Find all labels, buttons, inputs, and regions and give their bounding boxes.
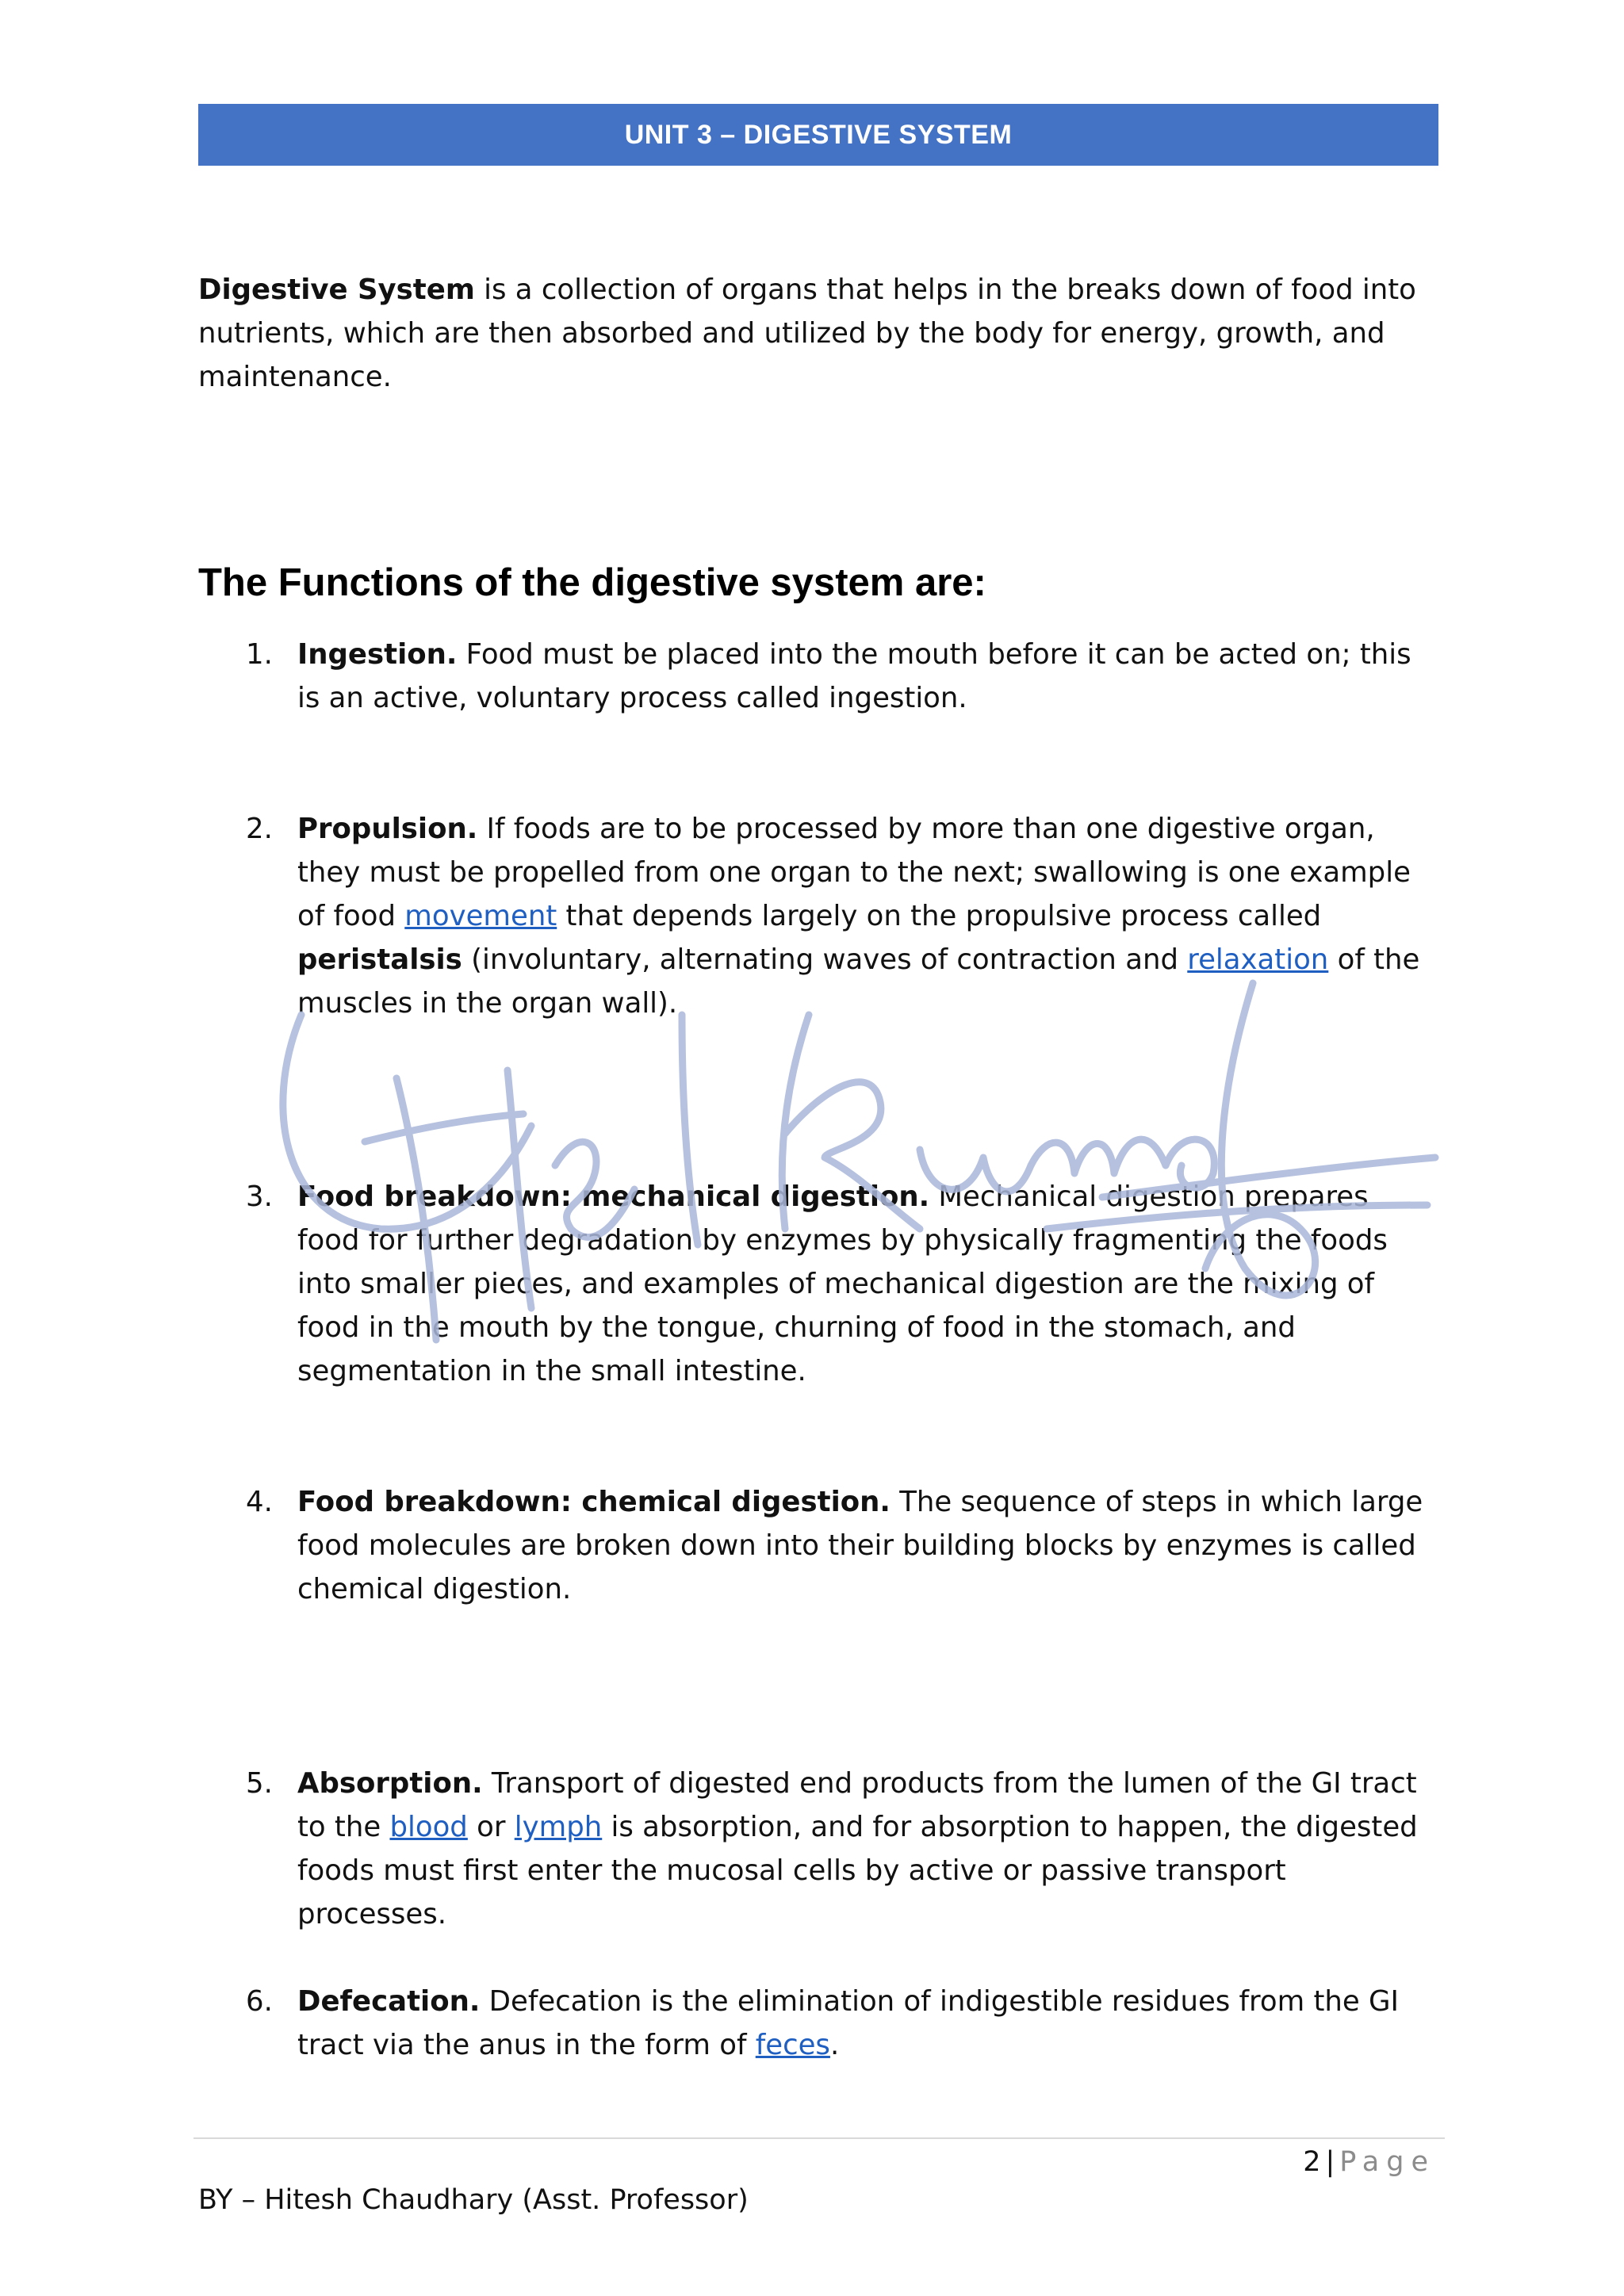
function-text: The sequence of steps in which large food molecules are broken down into their building blocks by enzymes is called chemical digestion. <box>297 1486 1423 1605</box>
function-text: of the muscles in the organ wall). <box>297 943 1420 1020</box>
function-text: is absorption, and for absorption to happen, the digested foods must first enter the mucosal cells by active or passive transport processes. <box>297 1811 1418 1931</box>
function-title: Food breakdown: mechanical digestion. <box>297 1181 930 1213</box>
intro-text: is a collection of organs that helps in the breaks down of food into nutrients, which are then absorbed and utilized by the body for energy, growth, and maintenance. <box>198 274 1416 393</box>
lymph-link[interactable]: lymph <box>514 1811 603 1843</box>
footer-author: BY – Hitesh Chaudhary (Asst. Professor) <box>198 2184 749 2216</box>
unit-header-title: UNIT 3 – DIGESTIVE SYSTEM <box>624 119 1013 150</box>
function-text: or <box>467 1811 515 1843</box>
page-number-value: 2 <box>1303 2146 1321 2178</box>
function-title: Food breakdown: chemical digestion. <box>297 1486 891 1518</box>
function-text: Transport of digested end products from the lumen of the GI tract to the <box>297 1767 1417 1843</box>
function-text: Mechanical digestion prepares food for further degradation by enzymes by physically fragmenting the foods into smaller pieces, and examples of mechanical digestion are the mixing of food in the mouth by the tongue, churning of food in the stomach, and segmentation in the small intestine. <box>297 1181 1388 1387</box>
function-text: (involuntary, alternating waves of contraction and <box>462 943 1188 976</box>
function-text: Food must be placed into the mouth before it can be acted on; this is an active, voluntary process called ingestion. <box>297 638 1411 714</box>
function-number: 6. <box>246 1985 273 2018</box>
function-body <box>297 807 1439 1025</box>
peristalsis-term: peristalsis <box>297 943 462 976</box>
function-text: If foods are to be processed by more than one digestive organ, they must be propelled from one organ to the next; swallowing is one example of food <box>297 813 1411 932</box>
unit-header-bar <box>198 104 1438 166</box>
function-number: 1. <box>246 638 273 671</box>
blood-link[interactable]: blood <box>389 1811 468 1843</box>
page-word: Page <box>1339 2146 1435 2178</box>
function-text: that depends largely on the propulsive process called <box>557 900 1322 932</box>
relaxation-link[interactable]: relaxation <box>1187 943 1329 976</box>
function-text: . <box>829 2029 840 2061</box>
feces-link[interactable]: feces <box>755 2029 830 2061</box>
function-title: Absorption. <box>297 1767 483 1800</box>
function-body <box>297 1762 1439 1936</box>
signature-letter-stroke <box>1031 1139 1166 1173</box>
signature-letter-stroke <box>365 1114 523 1142</box>
function-number: 4. <box>246 1486 273 1518</box>
page-number-separator: | <box>1325 2146 1335 2178</box>
function-body <box>297 1480 1439 1611</box>
function-title: Defecation. <box>297 1985 481 2018</box>
function-text: Defecation is the elimination of indigestible residues from the GI tract via the anus in the form of <box>297 1985 1399 2061</box>
function-body <box>297 1175 1439 1393</box>
function-number: 3. <box>246 1181 273 1213</box>
intro-term: Digestive System <box>198 274 475 306</box>
function-body <box>297 633 1439 720</box>
intro-paragraph <box>198 268 1438 399</box>
function-body <box>297 1980 1439 2067</box>
footer-divider <box>193 2137 1445 2139</box>
function-number: 2. <box>246 813 273 845</box>
page-number <box>1303 2141 1435 2184</box>
section-heading: The Functions of the digestive system are: <box>198 561 986 604</box>
function-title: Propulsion. <box>297 813 478 845</box>
function-title: Ingestion. <box>297 638 458 671</box>
function-number: 5. <box>246 1767 273 1800</box>
movement-link[interactable]: movement <box>404 900 557 932</box>
